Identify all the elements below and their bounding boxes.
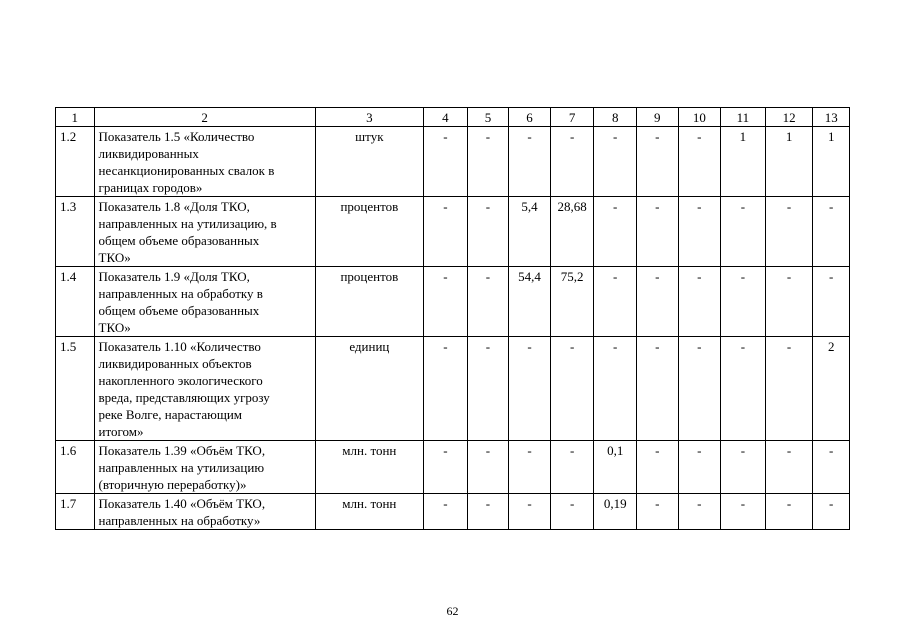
row-number: 1.5 [56, 337, 95, 441]
header-cell: 11 [721, 108, 766, 127]
indicator-line: Показатель 1.8 «Доля ТКО, [98, 199, 250, 214]
value-cell: 0,19 [594, 494, 637, 530]
value-cell: - [550, 494, 594, 530]
indicator-name [94, 441, 315, 494]
unit-cell: штук [315, 127, 424, 197]
table-body [56, 127, 850, 530]
indicator-line: реке Волге, нарастающим [98, 407, 243, 422]
value-cell: - [765, 494, 813, 530]
header-cell: 10 [678, 108, 721, 127]
value-cell: - [721, 441, 766, 494]
value-cell: - [424, 267, 468, 337]
row-number: 1.6 [56, 441, 95, 494]
indicator-line: Показатель 1.5 «Количество [98, 129, 255, 144]
indicator-line: (вторичную переработку)» [98, 477, 247, 492]
value-cell: 54,4 [509, 267, 551, 337]
page-number: 62 [446, 604, 459, 618]
value-cell: - [636, 337, 678, 441]
indicator-line: направленных на утилизацию [98, 460, 265, 475]
indicator-line: несанкционированных свалок в [98, 163, 275, 178]
value-cell: - [765, 267, 813, 337]
header-cell: 9 [636, 108, 678, 127]
value-cell: - [467, 127, 509, 197]
value-cell: - [636, 441, 678, 494]
value-cell: - [594, 267, 637, 337]
indicator-name [94, 127, 315, 197]
indicators-table-wrapper [55, 107, 850, 530]
indicator-line: границах городов» [98, 180, 203, 195]
indicator-name [94, 494, 315, 530]
table-row [56, 441, 850, 494]
header-cell: 13 [813, 108, 850, 127]
value-cell: - [467, 337, 509, 441]
indicator-line: ликвидированных [98, 146, 199, 161]
value-cell: - [594, 197, 637, 267]
indicators-table [55, 107, 850, 530]
value-cell: 5,4 [509, 197, 551, 267]
indicator-line: Показатель 1.39 «Объём ТКО, [98, 443, 266, 458]
value-cell: - [509, 441, 551, 494]
value-cell: - [467, 197, 509, 267]
value-cell: - [550, 337, 594, 441]
value-cell: - [678, 267, 721, 337]
value-cell: - [636, 494, 678, 530]
header-cell: 1 [56, 108, 95, 127]
table-row [56, 267, 850, 337]
value-cell: - [721, 267, 766, 337]
value-cell: - [636, 197, 678, 267]
indicator-line: вреда, представляющих угрозу [98, 390, 270, 405]
row-number: 1.7 [56, 494, 95, 530]
value-cell: - [509, 127, 551, 197]
value-cell: - [424, 337, 468, 441]
value-cell: 0,1 [594, 441, 637, 494]
indicator-line: ликвидированных объектов [98, 356, 252, 371]
indicator-line: направленных на утилизацию, в [98, 216, 277, 231]
indicator-line: Показатель 1.10 «Количество [98, 339, 261, 354]
value-cell: - [813, 494, 850, 530]
header-row [56, 108, 850, 127]
value-cell: - [765, 197, 813, 267]
table-row [56, 197, 850, 267]
indicator-line: направленных на обработку» [98, 513, 261, 528]
unit-cell: единиц [315, 337, 424, 441]
value-cell: - [594, 337, 637, 441]
unit-cell: процентов [315, 267, 424, 337]
value-cell: - [765, 337, 813, 441]
header-cell: 4 [424, 108, 468, 127]
value-cell: - [678, 197, 721, 267]
value-cell: - [636, 267, 678, 337]
value-cell: - [550, 441, 594, 494]
value-cell: - [721, 197, 766, 267]
header-cell: 3 [315, 108, 424, 127]
header-cell: 12 [765, 108, 813, 127]
value-cell: 28,68 [550, 197, 594, 267]
indicator-line: ТКО» [98, 320, 131, 335]
unit-cell: млн. тонн [315, 494, 424, 530]
value-cell: - [509, 494, 551, 530]
indicator-line: Показатель 1.9 «Доля ТКО, [98, 269, 250, 284]
indicator-line: общем объеме образованных [98, 303, 260, 318]
header-cell: 2 [94, 108, 315, 127]
value-cell: - [678, 494, 721, 530]
value-cell: 1 [721, 127, 766, 197]
value-cell: - [678, 127, 721, 197]
value-cell: - [678, 337, 721, 441]
value-cell: 2 [813, 337, 850, 441]
value-cell: - [424, 441, 468, 494]
indicator-line: накопленного экологического [98, 373, 263, 388]
value-cell: - [467, 494, 509, 530]
table-row [56, 337, 850, 441]
value-cell: 1 [813, 127, 850, 197]
value-cell: - [813, 267, 850, 337]
indicator-line: ТКО» [98, 250, 131, 265]
value-cell: 1 [765, 127, 813, 197]
value-cell: - [594, 127, 637, 197]
value-cell: - [813, 441, 850, 494]
table-row [56, 127, 850, 197]
value-cell: - [721, 337, 766, 441]
header-cell: 5 [467, 108, 509, 127]
header-cell: 7 [550, 108, 594, 127]
row-number: 1.2 [56, 127, 95, 197]
indicator-line: Показатель 1.40 «Объём ТКО, [98, 496, 266, 511]
unit-cell: процентов [315, 197, 424, 267]
table-row [56, 494, 850, 530]
value-cell: - [765, 441, 813, 494]
value-cell: - [424, 127, 468, 197]
indicator-line: направленных на обработку в [98, 286, 263, 301]
value-cell: - [509, 337, 551, 441]
indicator-line: итогом» [98, 424, 144, 439]
value-cell: - [424, 494, 468, 530]
value-cell: - [813, 197, 850, 267]
value-cell: - [424, 197, 468, 267]
indicator-name [94, 267, 315, 337]
indicator-name [94, 337, 315, 441]
value-cell: - [467, 441, 509, 494]
header-cell: 8 [594, 108, 637, 127]
unit-cell: млн. тонн [315, 441, 424, 494]
value-cell: - [721, 494, 766, 530]
value-cell: 75,2 [550, 267, 594, 337]
header-cell: 6 [509, 108, 551, 127]
indicator-name [94, 197, 315, 267]
value-cell: - [636, 127, 678, 197]
row-number: 1.3 [56, 197, 95, 267]
value-cell: - [467, 267, 509, 337]
indicator-line: общем объеме образованных [98, 233, 260, 248]
value-cell: - [678, 441, 721, 494]
value-cell: - [550, 127, 594, 197]
row-number: 1.4 [56, 267, 95, 337]
